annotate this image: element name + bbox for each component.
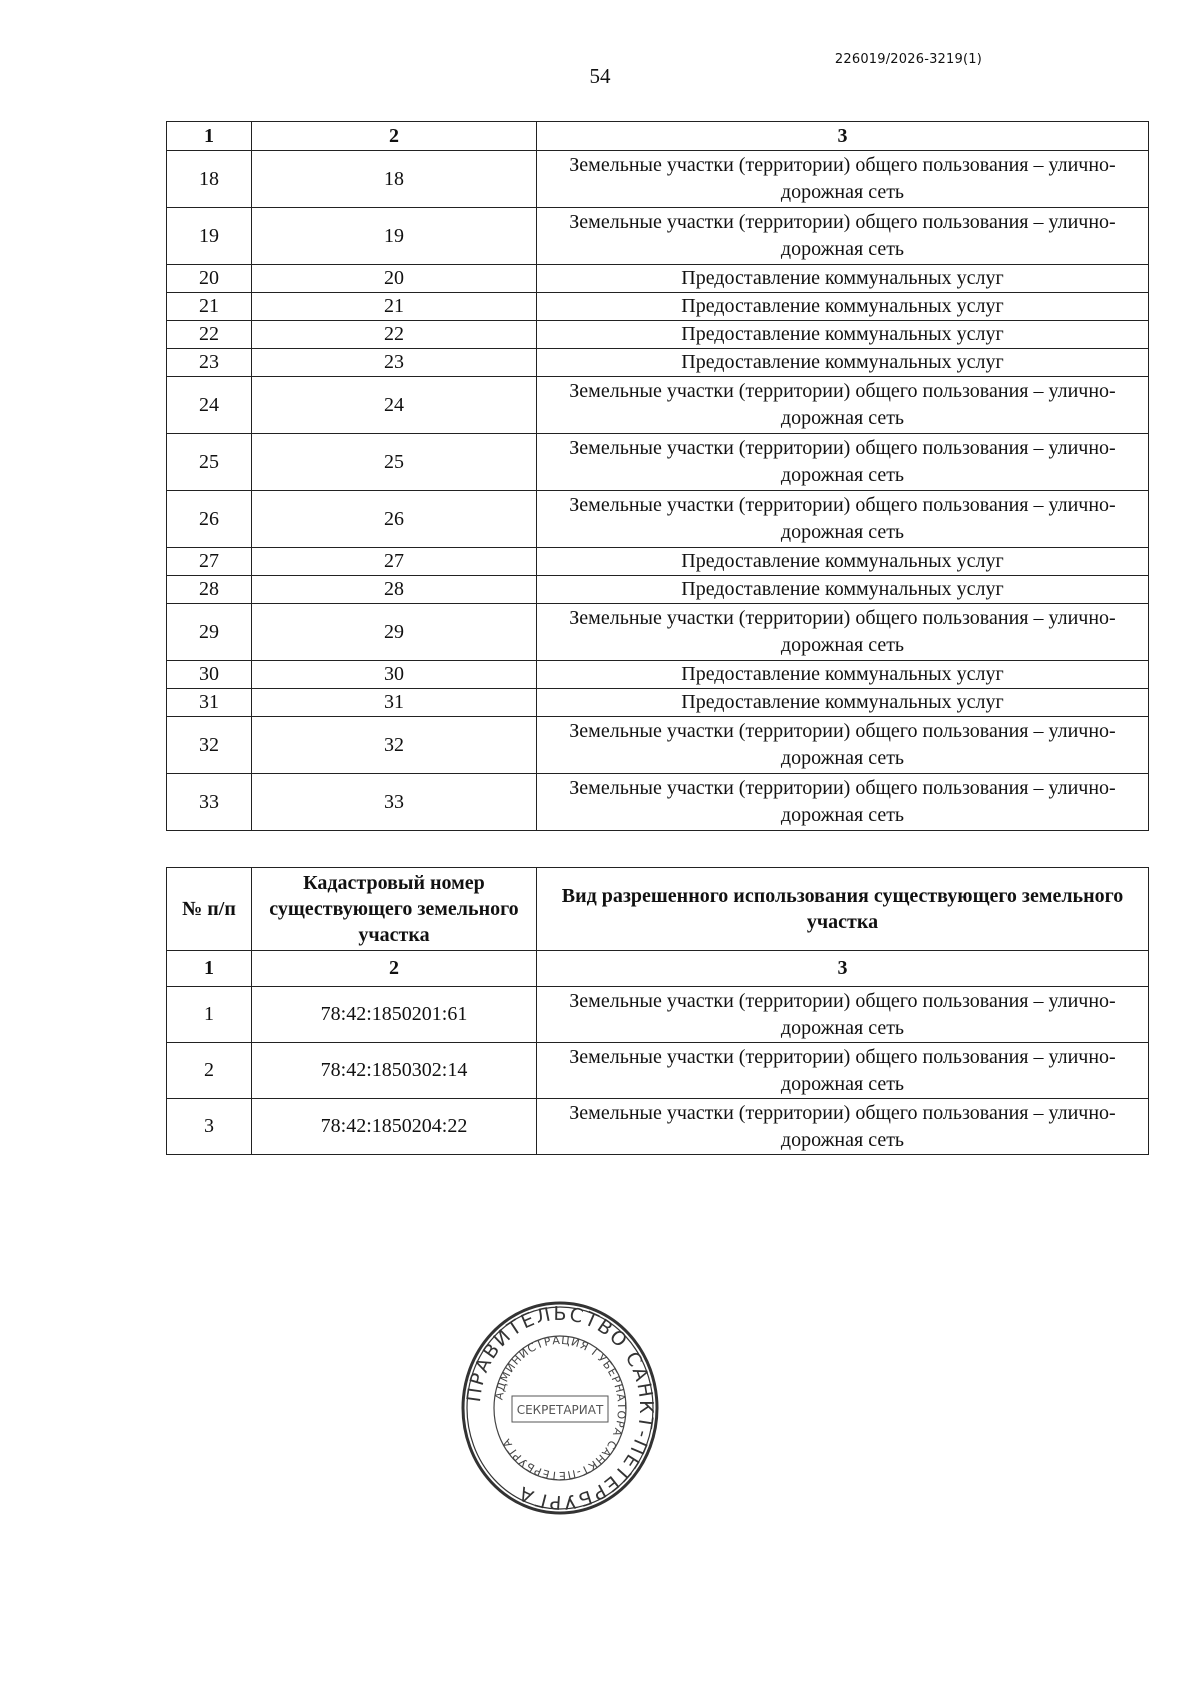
row-value-cell: 18	[252, 151, 537, 208]
row-number-cell: 2	[167, 1043, 252, 1099]
row-value-cell: 25	[252, 434, 537, 491]
row-number-cell: 25	[167, 434, 252, 491]
table-header-row	[167, 868, 1149, 951]
row-number-cell: 31	[167, 689, 252, 717]
table-row	[167, 1043, 1149, 1099]
row-value-cell: 26	[252, 491, 537, 548]
row-description-cell: Земельные участки (территории) общего пользования – улично-дорожная сеть	[537, 774, 1149, 831]
column-number-cell: 3	[537, 122, 1149, 151]
table-row	[167, 661, 1149, 689]
row-number-cell: 32	[167, 717, 252, 774]
row-value-cell: 29	[252, 604, 537, 661]
row-number-cell: 20	[167, 265, 252, 293]
table-row	[167, 576, 1149, 604]
row-number-cell: 27	[167, 548, 252, 576]
row-description-cell: Земельные участки (территории) общего пользования – улично-дорожная сеть	[537, 604, 1149, 661]
row-description-cell: Предоставление коммунальных услуг	[537, 689, 1149, 717]
table-row	[167, 151, 1149, 208]
column-number-cell: 1	[167, 951, 252, 987]
row-number-cell: 3	[167, 1099, 252, 1155]
column-number-cell: 3	[537, 951, 1149, 987]
table-row	[167, 208, 1149, 265]
page-number: 54	[589, 64, 611, 88]
row-description-cell: Земельные участки (территории) общего пользования – улично-дорожная сеть	[537, 377, 1149, 434]
row-value-cell: 20	[252, 265, 537, 293]
table-row	[167, 1099, 1149, 1155]
row-description-cell: Земельные участки (территории) общего пользования – улично-дорожная сеть	[537, 987, 1149, 1043]
row-description-cell: Земельные участки (территории) общего пользования – улично-дорожная сеть	[537, 491, 1149, 548]
svg-text:СЕКРЕТАРИАТ: СЕКРЕТАРИАТ	[516, 1403, 604, 1417]
table-row	[167, 548, 1149, 576]
row-value-cell: 78:42:1850204:22	[252, 1099, 537, 1155]
row-value-cell: 33	[252, 774, 537, 831]
row-number-cell: 1	[167, 987, 252, 1043]
document-id: 226019/2026-3219(1)	[834, 52, 982, 67]
table-row	[167, 987, 1149, 1043]
row-value-cell: 30	[252, 661, 537, 689]
row-description-cell: Предоставление коммунальных услуг	[537, 349, 1149, 377]
row-value-cell: 78:42:1850201:61	[252, 987, 537, 1043]
table-row	[167, 717, 1149, 774]
row-number-cell: 33	[167, 774, 252, 831]
row-number-cell: 23	[167, 349, 252, 377]
svg-text:АДМИНИСТРАЦИЯ ГУБЕРНАТОРА САНК: АДМИНИСТРАЦИЯ ГУБЕРНАТОРА САНКТ-ПЕТЕРБУРГА	[492, 1333, 629, 1483]
row-value-cell: 28	[252, 576, 537, 604]
row-description-cell: Предоставление коммунальных услуг	[537, 321, 1149, 349]
row-description-cell: Земельные участки (территории) общего пользования – улично-дорожная сеть	[537, 208, 1149, 265]
svg-text:ПРАВИТЕЛЬСТВО САНКТ-ПЕТЕРБУРГА: ПРАВИТЕЛЬСТВО САНКТ-ПЕТЕРБУРГА	[462, 1302, 658, 1514]
row-description-cell: Земельные участки (территории) общего пользования – улично-дорожная сеть	[537, 1099, 1149, 1155]
row-number-cell: 30	[167, 661, 252, 689]
row-description-cell: Предоставление коммунальных услуг	[537, 548, 1149, 576]
row-value-cell: 27	[252, 548, 537, 576]
table-row	[167, 604, 1149, 661]
land-use-table-continuation	[166, 121, 1149, 831]
row-value-cell: 22	[252, 321, 537, 349]
row-description-cell: Земельные участки (территории) общего пользования – улично-дорожная сеть	[537, 151, 1149, 208]
column-number-cell: 2	[252, 122, 537, 151]
row-description-cell: Предоставление коммунальных услуг	[537, 293, 1149, 321]
row-number-cell: 28	[167, 576, 252, 604]
table-row	[167, 434, 1149, 491]
row-number-cell: 19	[167, 208, 252, 265]
table-row	[167, 689, 1149, 717]
row-value-cell: 19	[252, 208, 537, 265]
row-description-cell: Земельные участки (территории) общего пользования – улично-дорожная сеть	[537, 717, 1149, 774]
row-description-cell: Земельные участки (территории) общего пользования – улично-дорожная сеть	[537, 434, 1149, 491]
table-row	[167, 321, 1149, 349]
table-row	[167, 349, 1149, 377]
table-row	[167, 265, 1149, 293]
row-value-cell: 23	[252, 349, 537, 377]
official-seal-stamp	[460, 1300, 660, 1516]
table-row	[167, 293, 1149, 321]
row-description-cell: Земельные участки (территории) общего пользования – улично-дорожная сеть	[537, 1043, 1149, 1099]
row-description-cell: Предоставление коммунальных услуг	[537, 265, 1149, 293]
row-value-cell: 32	[252, 717, 537, 774]
header-number: № п/п	[167, 868, 252, 951]
table-row	[167, 377, 1149, 434]
row-number-cell: 29	[167, 604, 252, 661]
row-number-cell: 26	[167, 491, 252, 548]
table-row	[167, 491, 1149, 548]
row-description-cell: Предоставление коммунальных услуг	[537, 661, 1149, 689]
row-value-cell: 31	[252, 689, 537, 717]
column-number-row	[167, 951, 1149, 987]
row-value-cell: 21	[252, 293, 537, 321]
header-cadastral-number: Кадастровый номер существующего земельного участка	[252, 868, 537, 951]
column-number-row	[167, 122, 1149, 151]
existing-land-plots-table	[166, 867, 1149, 1155]
column-number-cell: 2	[252, 951, 537, 987]
row-number-cell: 18	[167, 151, 252, 208]
row-number-cell: 24	[167, 377, 252, 434]
header-permitted-use: Вид разрешенного использования существующего земельного участка	[537, 868, 1149, 951]
seal-graphic	[460, 1300, 660, 1516]
table-row	[167, 774, 1149, 831]
row-number-cell: 21	[167, 293, 252, 321]
row-value-cell: 78:42:1850302:14	[252, 1043, 537, 1099]
row-number-cell: 22	[167, 321, 252, 349]
row-value-cell: 24	[252, 377, 537, 434]
column-number-cell: 1	[167, 122, 252, 151]
row-description-cell: Предоставление коммунальных услуг	[537, 576, 1149, 604]
